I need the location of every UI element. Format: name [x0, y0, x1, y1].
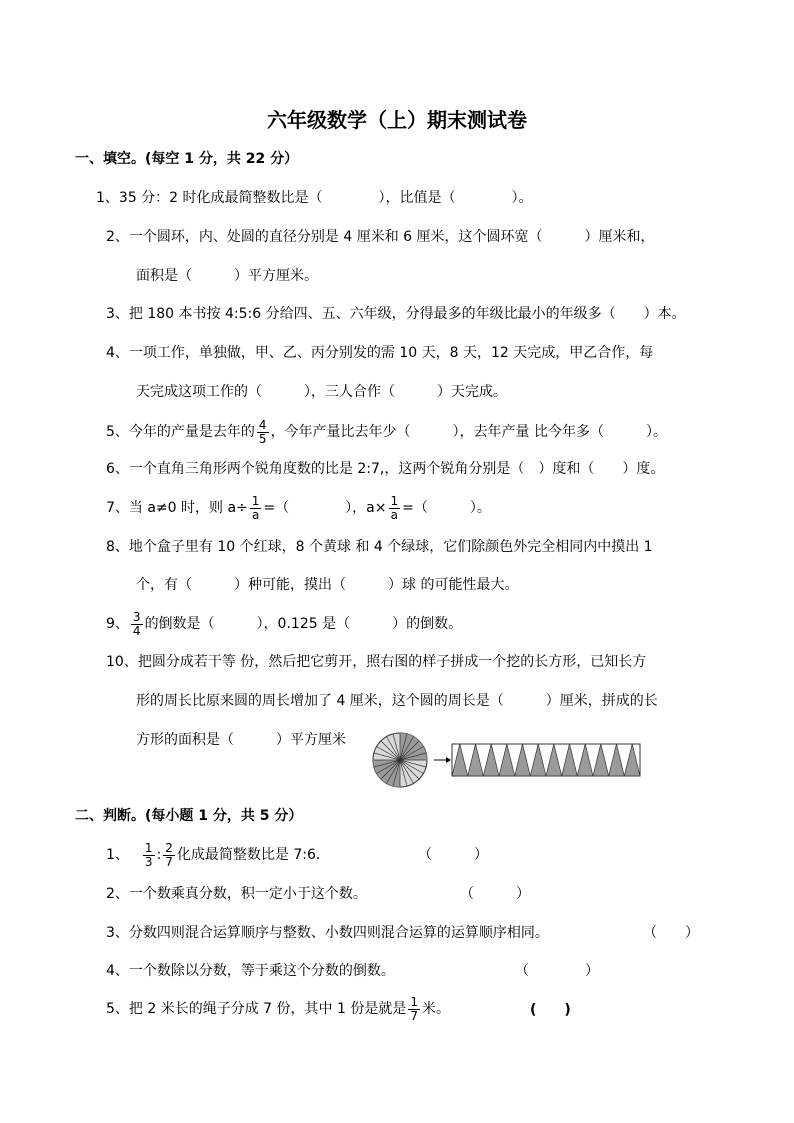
judgement-5: [106, 989, 450, 1029]
judgement-5-text-b: 米。: [421, 1001, 450, 1017]
sawtooth-rectangle: [452, 744, 640, 776]
question-10-line-2: 形的周长比原来圆的周长增加了 4 厘米，这个圆的周长是（ ）厘米，拼成的长: [136, 693, 658, 709]
sectored-circle: [373, 733, 427, 787]
question-4-line-2: 天完成这项工作的（ ），三人合作（ ）天完成。: [136, 384, 507, 400]
ratio-colon: :: [156, 847, 162, 863]
question-2-line-1: 2、一个圆环，内、处圆的直径分别是 4 厘米和 6 厘米，这个圆环宽（ ）厘米和，: [106, 229, 655, 245]
fraction-numerator: 4: [258, 417, 267, 432]
fraction-two-sevenths: [163, 842, 175, 868]
fraction-denominator: a: [390, 507, 398, 522]
question-7-text-a: 7、当 a≠0 时，则 a÷: [106, 500, 248, 516]
fraction-numerator: 1: [390, 493, 399, 508]
fraction-numerator: 2: [165, 840, 173, 855]
fraction-one-over-a-2: [388, 495, 400, 521]
section-heading-fill-in: 一、填空。(每空 1 分，共 22 分）: [75, 151, 299, 167]
judgement-2: 2、一个数乘真分数，积一定小于这个数。: [106, 886, 367, 902]
fraction-denominator: 5: [258, 431, 267, 446]
section-heading-true-false: 二、判断。(每小题 1 分，共 5 分）: [75, 808, 303, 824]
question-6: 6、一个直角三角形两个锐角度数的比是 2:7,，这两个锐角分别是（ ）度和（ ）度。: [106, 461, 665, 477]
answer-blank-2[interactable]: （ ）: [460, 886, 530, 902]
answer-blank-5[interactable]: ( ): [530, 1002, 571, 1018]
question-7-text-b: =（ ），a×: [263, 500, 387, 516]
fraction-numerator: 1: [251, 493, 260, 508]
question-5-text-b: ，今年产量比去年少（ ），去年产量 比今年多（ ）。: [270, 424, 668, 440]
answer-blank-1[interactable]: （ ）: [418, 847, 488, 863]
question-9-text-a: 9、: [106, 616, 129, 632]
judgement-4: 4、一个数除以分数，等于乘这个分数的倒数。: [106, 963, 395, 979]
fraction-one-seventh: [408, 996, 420, 1022]
fraction-denominator: a: [251, 507, 260, 522]
page-title: 六年级数学（上）期末测试卷: [267, 108, 527, 132]
answer-blank-3[interactable]: （ ）: [643, 925, 699, 941]
judgement-3: 3、分数四则混合运算顺序与整数、小数四则混合运算的运算顺序相同。: [106, 925, 549, 941]
fraction-four-fifths: [257, 419, 269, 445]
question-7: [106, 490, 491, 526]
question-3: 3、把 180 本书按 4:5:6 分给四、五、六年级，分得最多的年级比最小的年级多（ ）本。: [106, 306, 686, 322]
judgement-1: [106, 836, 320, 874]
question-2-line-2: 面积是（ ）平方厘米。: [136, 268, 318, 284]
fraction-numerator: 1: [144, 840, 153, 855]
question-7-text-c: =（ ）。: [402, 500, 491, 516]
question-8-line-2: 个，有（ ）种可能，摸出（ ）球 的可能性最大。: [136, 577, 519, 593]
fraction-denominator: 7: [165, 854, 173, 869]
circle-to-rectangle-figure: [372, 730, 712, 790]
question-10-line-1: 10、把圆分成若干等 份，然后把它剪开，照右图的样子拼成一个挖的长方形，已知长方: [106, 654, 647, 670]
fraction-numerator: 3: [132, 609, 141, 624]
question-5: [106, 414, 667, 450]
fraction-one-over-a: [250, 495, 262, 521]
question-4-line-1: 4、一项工作，单独做，甲、乙、丙分别发的需 10 天，8 天，12 天完成，甲乙合作，每: [106, 345, 654, 361]
question-5-text-a: 5、今年的产量是去年的: [106, 424, 255, 440]
question-9-text-b: 的倒数是（ ），0.125 是（ ）的倒数。: [144, 616, 463, 632]
question-8-line-1: 8、地个盒子里有 10 个红球，8 个黄球 和 4 个绿球，它们除颜色外完全相同内中摸出 1: [106, 539, 653, 555]
answer-blank-4[interactable]: （ ）: [515, 963, 599, 979]
fraction-denominator: 4: [132, 623, 141, 638]
question-9: [106, 606, 462, 642]
figure-svg: [372, 730, 712, 790]
question-1: 1、35 分：2 时化成最简整数比是（ ），比值是（ ）。: [96, 190, 533, 206]
fraction-three-quarters: [131, 611, 143, 637]
fraction-numerator: 1: [410, 994, 418, 1009]
judgement-5-text-a: 5、把 2 米长的绳子分成 7 份，其中 1 份是就是: [106, 1001, 407, 1017]
fraction-denominator: 7: [410, 1008, 418, 1023]
judgement-1-text: 化成最简整数比是 7:6.: [176, 847, 321, 863]
fraction-denominator: 3: [144, 854, 153, 869]
question-10-line-3: 方形的面积是（ ）平方厘米: [136, 732, 346, 748]
fraction-one-third: [143, 842, 155, 868]
judgement-1-number: 1、: [106, 847, 129, 863]
